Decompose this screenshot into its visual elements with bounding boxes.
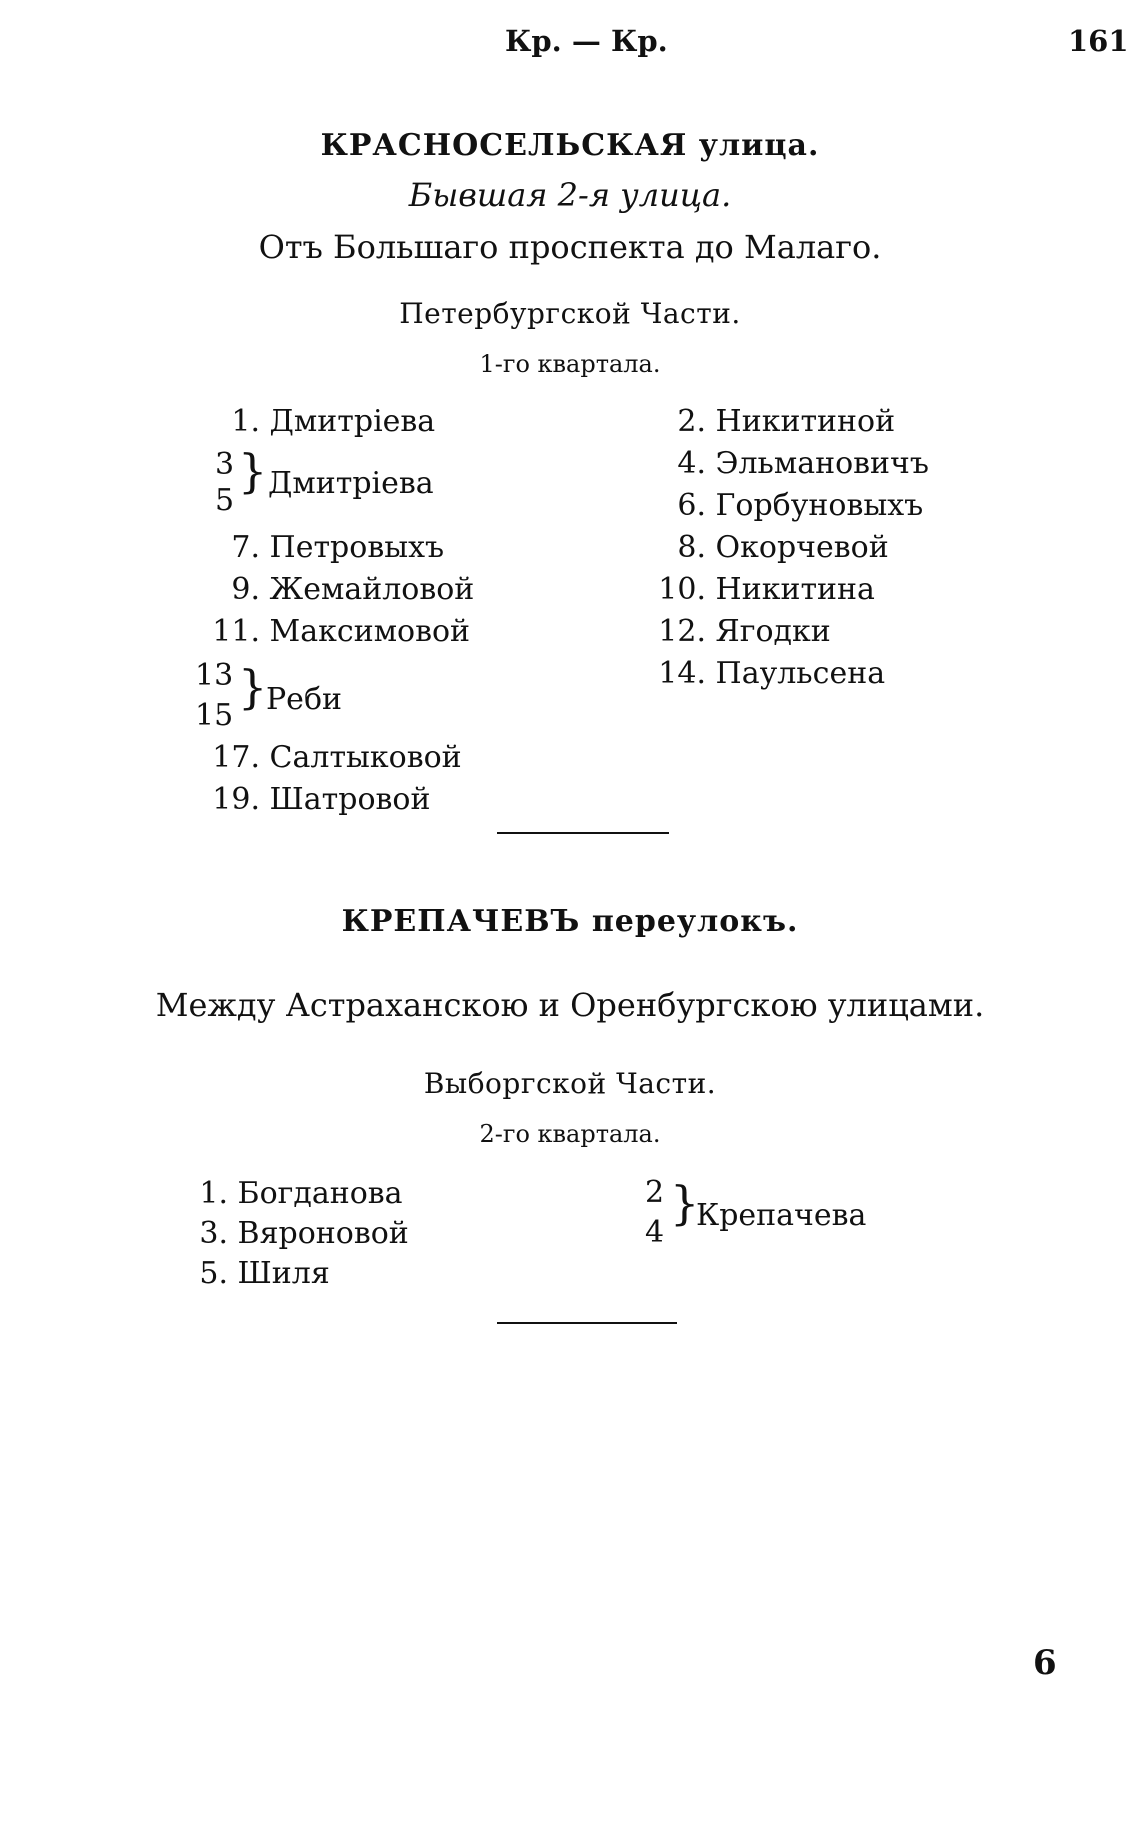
list-item: 11. Максимовой	[212, 614, 471, 649]
street-type: улица.	[698, 128, 820, 163]
list-item: 6. Горбуновыхъ	[677, 488, 924, 523]
street-extent: Между Астраханскою и Оренбургскою улицами.	[155, 986, 985, 1024]
group-name: Реби	[266, 682, 342, 717]
list-item: 9. Жемайловой	[231, 572, 475, 607]
street-heading-krasnoselskaya	[0, 128, 1140, 163]
signature-mark: 6	[1033, 1643, 1057, 1683]
section-divider	[497, 1322, 677, 1324]
list-item: 19. Шатровой	[212, 782, 431, 817]
group-name: Дмитріева	[268, 466, 434, 501]
list-item-group: 3 5	[215, 447, 235, 518]
page-number: 161	[1068, 24, 1129, 58]
brace: }	[238, 444, 268, 498]
list-item: 8. Окорчевой	[677, 530, 889, 565]
list-item-group: 13 15	[195, 658, 234, 733]
quarter-label: 1-го квартала.	[479, 350, 661, 378]
group-name: Крепачева	[696, 1198, 867, 1233]
list-item: 5. Шиля	[199, 1256, 330, 1291]
brace: }	[238, 660, 268, 714]
list-item: 14. Паульсена	[658, 656, 886, 691]
list-item: 17. Салтыковой	[212, 740, 462, 775]
section-divider	[497, 832, 669, 834]
police-part: Петербургской Части.	[399, 297, 741, 330]
list-item: 7. Петровыхъ	[231, 530, 445, 565]
street-heading-krepachev	[0, 904, 1140, 939]
street-extent: Отъ Большаго проспекта до Малаго.	[258, 228, 882, 266]
list-item: 3. Вяроновой	[199, 1216, 409, 1251]
former-name: Бывшая 2-я улица.	[408, 176, 732, 214]
brace: }	[670, 1176, 700, 1230]
list-item: 2. Никитиной	[677, 404, 896, 439]
street-type: переулокъ.	[591, 904, 799, 939]
list-item: 4. Эльмановичъ	[677, 446, 929, 481]
police-part: Выборгской Части.	[423, 1067, 717, 1100]
list-item: 12. Ягодки	[658, 614, 831, 649]
quarter-label: 2-го квартала.	[479, 1120, 661, 1148]
running-title: Кр. — Кр.	[505, 24, 668, 58]
list-item: 10. Никитина	[658, 572, 875, 607]
list-item: 1. Дмитріева	[231, 404, 436, 439]
list-item-group: 2 4	[645, 1175, 665, 1250]
list-item: 1. Богданова	[199, 1176, 403, 1211]
street-name: КРАСНОСЕЛЬСКАЯ	[320, 128, 688, 163]
street-name: КРЕПАЧЕВЪ	[341, 904, 581, 939]
